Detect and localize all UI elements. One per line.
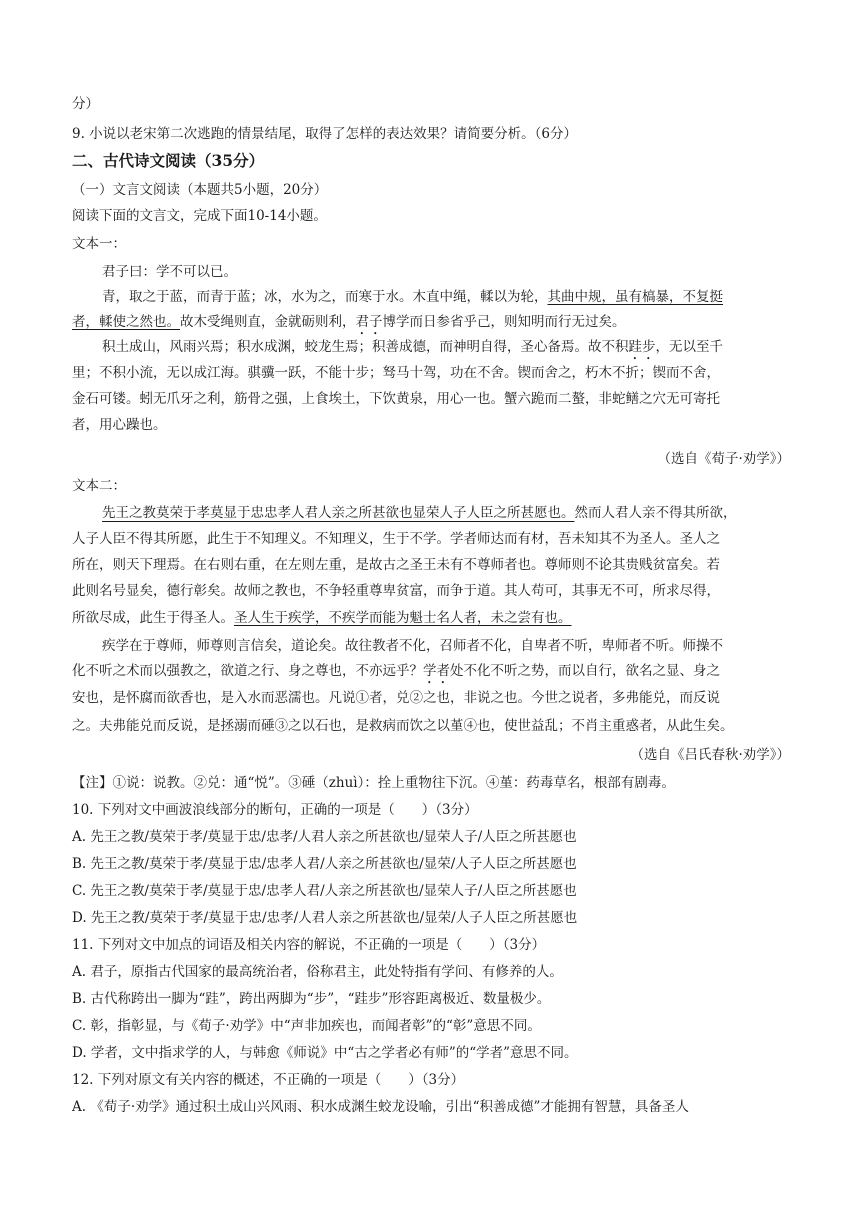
source-citation: （选自《吕氏春秋·劝学》） [630, 747, 790, 763]
underlined-segment: 圣人生于疾学，不疾学而能为魁士名人者，未之尝有也。 [234, 610, 572, 626]
wavy-underlined-segment: 先王之教莫荣于孝莫显于忠忠孝人君人亲之所甚欲也显荣人子人臣之所甚愿也。 [102, 505, 575, 521]
passage-segment: 博学而日参省乎己，则知明而行无过矣。 [382, 314, 626, 330]
passage-segment: 化不听之术而以强教之，欲道之行、身之尊也，不亦远乎？ [72, 663, 423, 679]
dotted-term: 跬步 [628, 339, 656, 355]
passage-segment: ，无以至千 [655, 339, 723, 355]
passage-line: 金石可镂。蚓无爪牙之利，筋骨之强，上食埃土，下饮黄泉，用心一也。蟹六跪而二螯，非蛇鳝之穴无可寄托 [72, 391, 720, 407]
passage-line [72, 312, 626, 338]
passage-segment: 积土成山，风雨兴焉；积水成渊，蛟龙生焉；积善成德，而神明自得，圣心备焉。故不积 [102, 339, 629, 355]
annotation-note: 【注】①说：说教。②兑：通“悦”。③硾（zhuì）：拴上重物往下沉。④堇：药毒草名，根部有剧毒。 [72, 775, 675, 791]
passage-line: 此则名号显矣，德行彰矣。故师之教也，不争轻重尊卑贫富，而争于道。其人苟可，其事无不可，所求尽得， [72, 583, 720, 599]
passage-line: 君子曰：学不可以已。 [102, 264, 237, 280]
question-10: 10. 下列对文中画波浪线部分的断句，正确的一项是（ ）（3分） [72, 802, 478, 818]
passage-line: 之。夫弗能兑而反说，是拯溺而硾③之以石也，是救病而饮之以堇④也，使世益乱；不肖主重惑者，从此生矣。 [72, 718, 734, 734]
passage-line [102, 503, 737, 523]
option-d: D. 学者，文中指求学的人，与韩愈《师说》中“古之学者必有师”的“学者”意思不同。 [72, 1045, 578, 1061]
passage-line [72, 661, 720, 687]
dotted-term: 君子 [355, 314, 383, 330]
passage-line: 里；不积小流，无以成江海。骐骥一跃，不能十步；驽马十驾，功在不舍。锲而舍之，朽木不折；锲而不舍， [72, 365, 720, 381]
underlined-segment: 其曲中规，虽有槁暴，不复挺 [547, 289, 723, 305]
question-12: 12. 下列对原文有关内容的概述，不正确的一项是（ ）（3分） [72, 1072, 465, 1088]
question-9: 9. 小说以老宋第二次逃跑的情景结尾，取得了怎样的表达效果？请简要分析。（6分） [72, 126, 578, 142]
option-d: D. 先王之教/莫荣于孝/莫显于忠/忠孝/人君人亲之所甚欲也/显荣/人子人臣之所甚愿也 [72, 910, 578, 926]
passage-segment: 所欲尽成，此生于得圣人。 [72, 610, 234, 626]
passage-line: 者，用心躁也。 [72, 417, 167, 433]
passage-line [102, 287, 723, 307]
passage-segment: 然而人君人亲不得其所欲， [574, 505, 737, 521]
option-a: A. 先王之教/莫荣于孝/莫显于忠/忠孝/人君人亲之所甚欲也/显荣人子/人臣之所甚愿也 [72, 829, 577, 845]
source-citation: （选自《荀子·劝学》） [657, 451, 790, 467]
option-a: A. 君子，原指古代国家的最高统治者，俗称君主，此处特指有学问、有修养的人。 [72, 964, 563, 980]
passage-segment: 处不化不听之势，而以自行，欲名之显、身之 [450, 663, 720, 679]
passage-line [102, 337, 723, 363]
question-11: 11. 下列对文中加点的词语及相关内容的解说，不正确的一项是（ ）（3分） [72, 937, 546, 953]
section-heading: 二、古代诗文阅读（35分） [72, 151, 265, 170]
option-b: B. 古代称跨出一脚为“跬”，跨出两脚为“步”，“跬步”形容距离极近、数量极少。 [72, 991, 551, 1007]
option-c: C. 彰，指彰显，与《荀子·劝学》中“声非加疾也，而闻者彰”的“彰”意思不同。 [72, 1018, 541, 1034]
text-one-label: 文本一： [72, 236, 126, 252]
passage-line: 疾学在于尊师，师尊则言信矣，道论矣。故往教者不化，召师者不化，自卑者不听，卑师者不听。师操不 [102, 638, 723, 654]
passage-line: 安也，是怀腐而欲香也，是入水而恶濡也。凡说①者，兑②之也，非说之也。今世之说者，多弗能兑，而反说 [72, 690, 720, 706]
option-b: B. 先王之教/莫荣于孝/莫显于忠/忠孝人君/人亲之所甚欲也/显荣/人子人臣之所甚愿也 [72, 856, 577, 872]
passage-line: 人子人臣不得其所愿，此生于不知理义。不知理义，生于不学。学者师达而有材，吾未知其不为圣人。圣人之 [72, 531, 720, 547]
passage-segment: 青，取之于蓝，而青于蓝；冰，水为之，而寒于水。木直中绳，輮以为轮， [102, 289, 548, 305]
option-a: A. 《荀子·劝学》通过积土成山兴风雨、积水成渊生蛟龙设喻，引出“积善成德”才能拥有智慧，具备圣人 [72, 1099, 689, 1115]
underlined-segment: 者，輮使之然也。 [72, 314, 180, 330]
text-two-label: 文本二： [72, 478, 126, 494]
passage-line [72, 608, 572, 628]
passage-segment: 故木受绳则直，金就砺则利， [180, 314, 356, 330]
instruction: 阅读下面的文言文，完成下面10-14小题。 [72, 208, 327, 224]
text-line: 分） [72, 96, 99, 112]
passage-line: 所在，则天下理焉。在右则右重，在左则左重，是故古之圣王未有不尊师者也。尊师则不论其贵贱贫富矣。若 [72, 557, 720, 573]
option-c: C. 先王之教/莫荣于孝/莫显于忠/忠孝人君/人亲之所甚欲也/显荣人子/人臣之所甚愿也 [72, 883, 577, 899]
subsection-heading: （一）文言文阅读（本题共5小题，20分） [72, 182, 328, 198]
dotted-term: 学者 [423, 663, 450, 679]
